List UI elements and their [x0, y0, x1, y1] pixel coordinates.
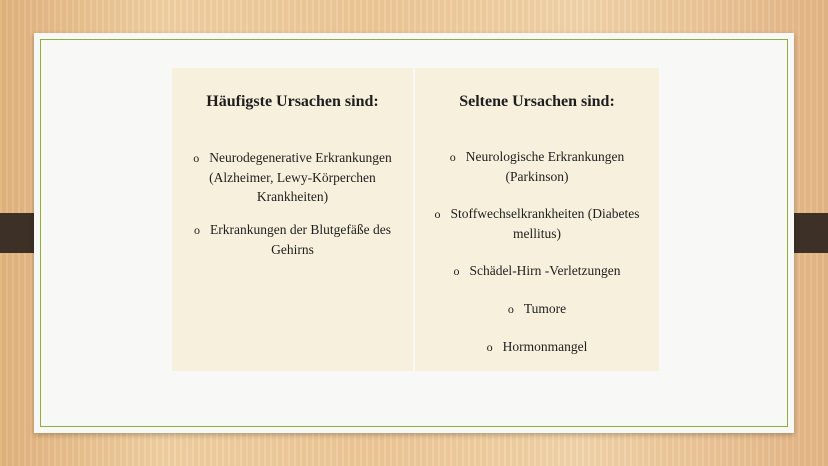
circle-bullet-icon: o	[449, 150, 456, 164]
circle-bullet-icon: o	[486, 340, 493, 354]
rare-causes-heading: Seltene Ursachen sind:	[459, 93, 615, 110]
list-item-text: Tumore	[523, 301, 567, 316]
causes-table	[172, 68, 659, 371]
rare-causes-column	[415, 68, 659, 371]
circle-bullet-icon: o	[193, 223, 200, 237]
list-item-text: Hormonmangel	[502, 339, 588, 354]
list-item	[425, 204, 649, 243]
list-item	[425, 261, 649, 281]
list-item-text: Neurologische Erkrankungen (Parkinson)	[465, 149, 625, 184]
list-item-text: Stoffwechselkrankheiten (Diabetes mellitus)	[450, 206, 640, 241]
frequent-causes-column	[172, 68, 413, 371]
circle-bullet-icon: o	[434, 207, 441, 221]
circle-bullet-icon: o	[453, 264, 460, 278]
frequent-causes-list	[172, 117, 413, 259]
list-item-text: Erkrankungen der Blutgefäße des Gehirns	[209, 222, 392, 257]
frequent-causes-heading: Häufigste Ursachen sind:	[206, 93, 379, 110]
list-item	[182, 220, 403, 259]
list-item-text: Schädel-Hirn -Verletzungen	[469, 263, 621, 278]
list-item	[425, 299, 649, 319]
circle-bullet-icon: o	[507, 302, 514, 316]
list-item-text: Neurodegenerative Erkrankungen (Alzheimer, Lewy-Körperchen Krankheiten)	[209, 150, 392, 204]
list-item	[425, 147, 649, 186]
rare-causes-list	[415, 117, 659, 357]
list-item	[425, 337, 649, 357]
list-item	[182, 148, 403, 206]
circle-bullet-icon: o	[193, 151, 200, 165]
